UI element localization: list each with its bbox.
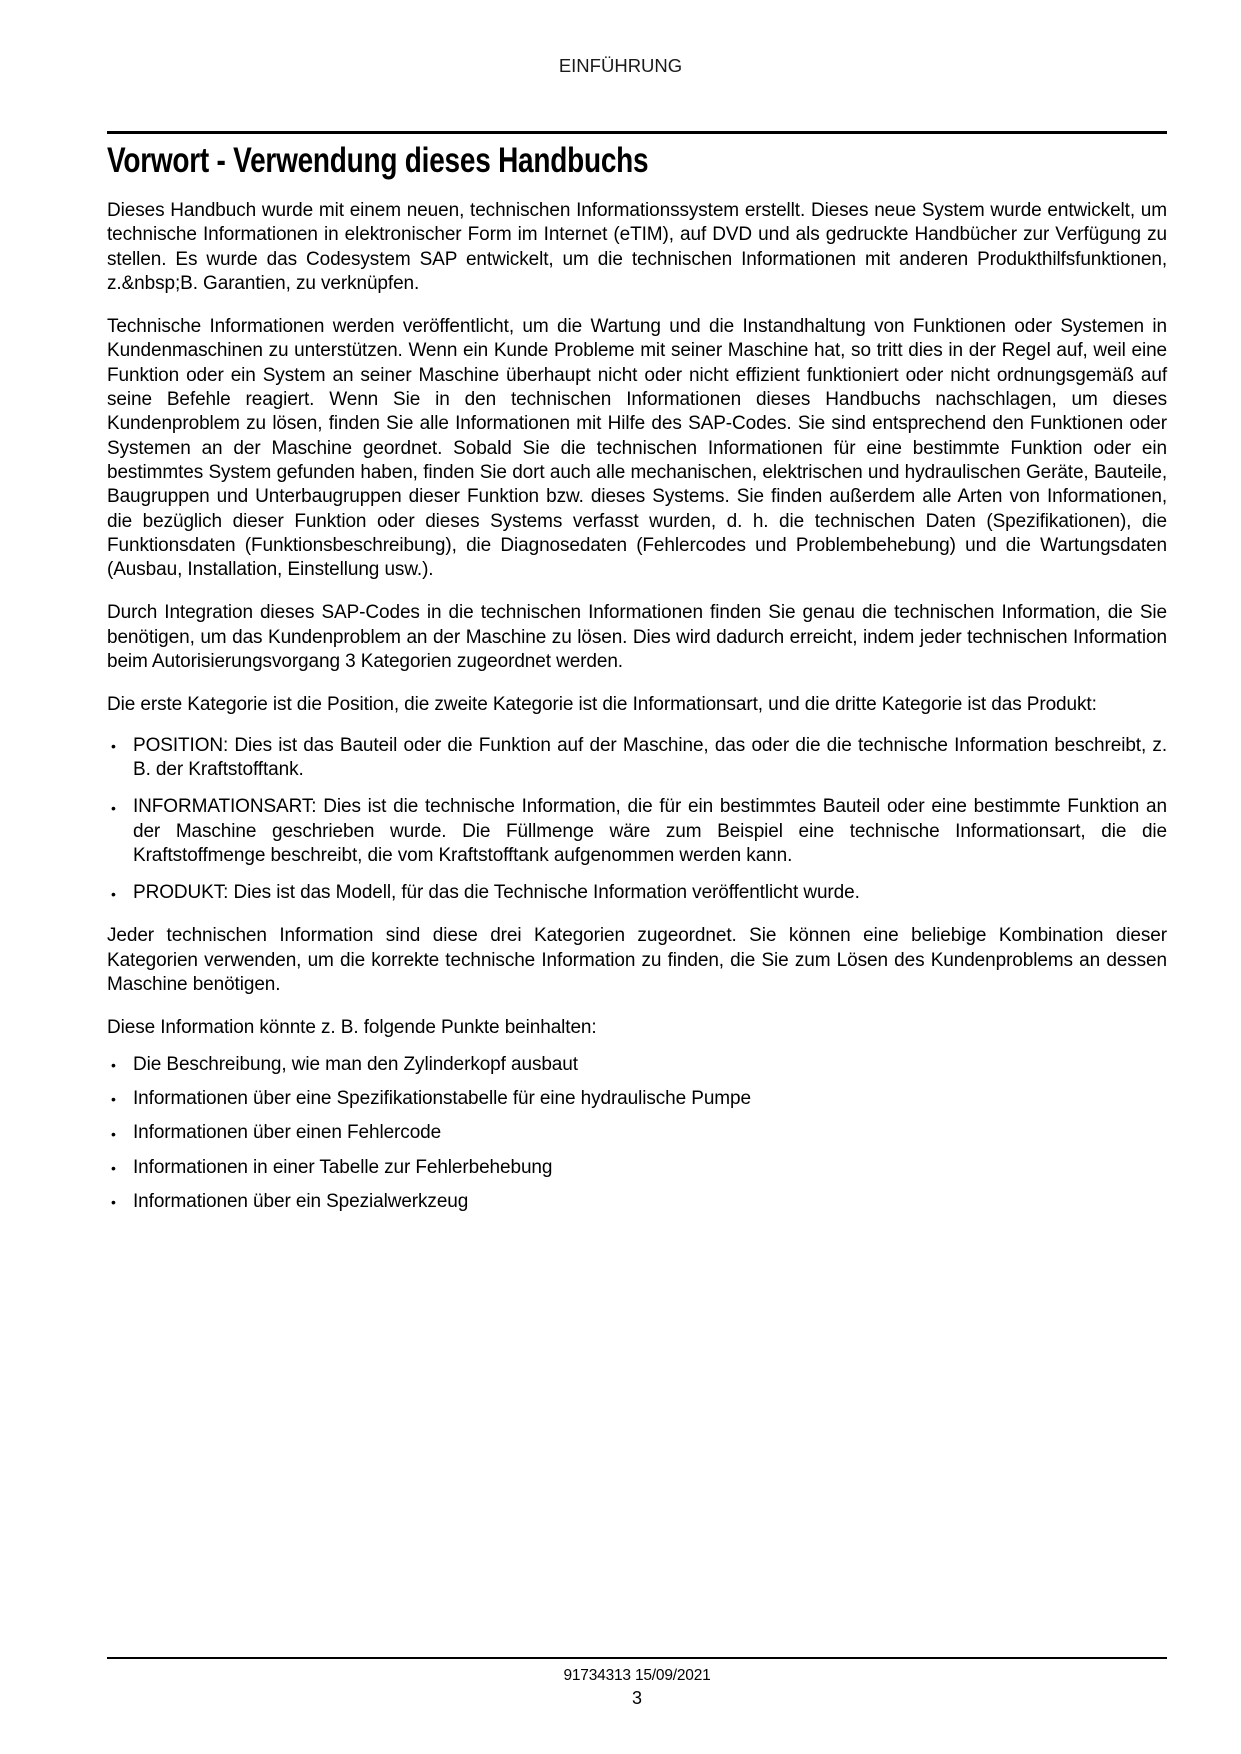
list-item-informationsart: • INFORMATIONSART: Dies ist die technische Information, die für ein bestimmtes Bauteil oder eine bestimmte Funktion an der Maschine geschrieben wurde. Die Füllmenge wäre zum Beispiel eine technische Informationsart, die die Kraftstoffmenge beschreibt, die vom Kraftstofftank aufgenommen werden kann. — [107, 795, 1167, 868]
footer-docline — [107, 1667, 1167, 1684]
list-item-produkt: • PRODUKT: Dies ist das Modell, für das die Technische Information veröffentlicht wurde. — [107, 881, 1167, 905]
list-item-example-fehlerbehebung: • Informationen in einer Tabelle zur Fehlerbehebung — [107, 1156, 1167, 1180]
page-title: Vorwort - Verwendung dieses Handbuchs — [107, 141, 649, 180]
paragraph-combination: Jeder technischen Information sind diese drei Kategorien zugeordnet. Sie können eine beliebige Kombination dieser Kategorien verwenden, um die korrekte technische Information zu finden, die Sie zum Lösen des Kundenproblems an dessen Maschine benötigen. — [107, 925, 1167, 996]
list-item-position: • POSITION: Dies ist das Bauteil oder die Funktion auf der Maschine, das oder die die technische Information beschreibt, z. B. der Kraftstofftank. — [107, 734, 1167, 783]
example-list — [107, 1053, 1167, 1214]
list-item-example-spezialwerkzeug: • Informationen über ein Spezialwerkzeug — [107, 1190, 1167, 1214]
category-list — [107, 734, 1167, 906]
publication-date: 15/09/2021 — [634, 1667, 711, 1684]
paragraph-examples-intro: Diese Information könnte z. B. folgende Punkte beinhalten: — [107, 1017, 597, 1039]
footer-divider — [107, 1657, 1167, 1659]
paragraph-categories-intro: Die erste Kategorie ist die Position, die zweite Kategorie ist die Informationsart, und die dritte Kategorie ist das Produkt: — [107, 694, 1097, 716]
paragraph-tech-info: Technische Informationen werden veröffentlicht, um die Wartung und die Instandhaltung von Funktionen oder Systemen in Kundenmaschinen zu unterstützen. Wenn ein Kunde Probleme mit seiner Maschine hat, so tritt dies in der Regel auf, weil eine Funktion oder ein System an seiner Maschine überhaupt nicht oder nicht effizient funktioniert oder nicht ordnungsgemäß auf seine Befehle reagiert. Wenn Sie in den technischen Informationen dieses Handbuchs nachschlagen, um dieses Kundenproblem zu lösen, finden Sie alle Informationen mit Hilfe des SAP-Codes. Sie sind entsprechend den Funktionen oder Systemen an der Maschine geordnet. Sobald Sie die technischen Informationen für eine bestimmte Funktion oder ein bestimmtes System gefunden haben, finden Sie dort auch alle mechanischen, elektrischen und hydraulischen Geräte, Bauteile, Baugruppen und Unterbaugruppen dieser Funktion bzw. dieses Systems. Sie finden außerdem alle Arten von Informationen, die bezüglich dieser Funktion oder dieses Systems verfasst wurden, d. h. die technischen Daten (Spezifikationen), die Funktionsdaten (Funktionsbeschreibung), die Diagnosedaten (Fehlercodes und Problembehebung) und die Wartungsdaten (Ausbau, Installation, Einstellung usw.). — [107, 316, 1167, 581]
paragraph-system-intro: Dieses Handbuch wurde mit einem neuen, technischen Informationssystem erstellt. Dieses neue System wurde entwickelt, um technische Informationen in elektronischer Form im Internet (eTIM), auf DVD und als gedruckte Handbücher zur Verfügung zu stellen. Es wurde das Codesystem SAP entwickelt, um die technischen Informationen mit anderen Produkthilfsfunktionen, z.&nbsp;B. Garantien, zu verknüpfen. — [107, 200, 1167, 294]
page-footer — [107, 1657, 1167, 1708]
list-item-example-fehlercode: • Informationen über einen Fehlercode — [107, 1121, 1167, 1145]
paragraph-sap-integration: Durch Integration dieses SAP-Codes in die technischen Informationen finden Sie genau die technischen Information, die Sie benötigen, um das Kundenproblem an der Maschine zu lösen. Dies wird dadurch erreicht, indem jeder technischen Information beim Autorisierungsvorgang 3 Kategorien zugeordnet werden. — [107, 602, 1167, 673]
chapter-header — [0, 0, 1241, 75]
list-item-example-zylinderkopf: • Die Beschreibung, wie man den Zylinderkopf ausbaut — [107, 1053, 1167, 1077]
chapter-header-label: EINFÜHRUNG — [558, 55, 683, 76]
page-content — [107, 131, 1167, 1214]
list-item-example-spezifikationstabelle: • Informationen über eine Spezifikationstabelle für eine hydraulische Pumpe — [107, 1087, 1167, 1111]
document-number: 91734313 — [563, 1667, 631, 1684]
header-divider — [107, 131, 1167, 134]
page-number: 3 — [631, 1688, 642, 1708]
